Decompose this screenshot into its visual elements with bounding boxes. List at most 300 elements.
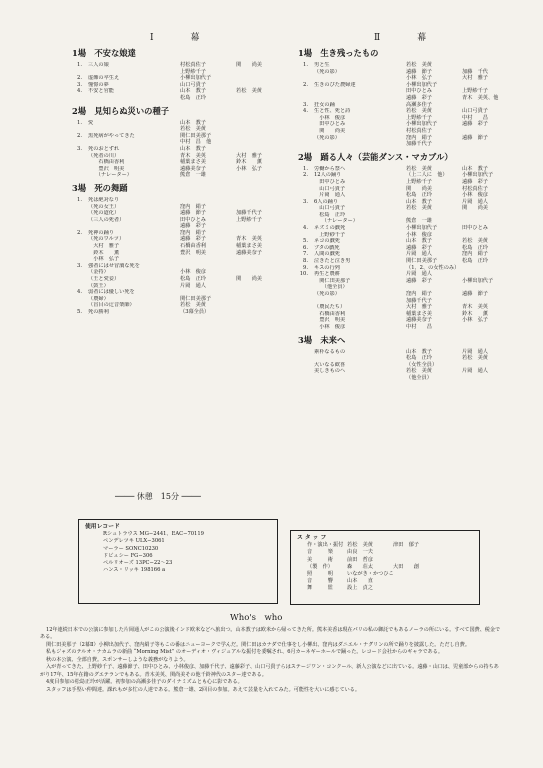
item-title: 12人の踊り (314, 172, 342, 179)
performer-name: 遠藤 節子 (180, 210, 206, 217)
performer-name: 片岡 通人 (406, 271, 432, 278)
whos-who-text (40, 627, 502, 694)
item-title: 大村 雅子 (88, 243, 120, 250)
performer-name: 稲葉まさ美 (406, 310, 432, 317)
item-number: 1. (303, 165, 308, 172)
item-number (294, 141, 308, 148)
item-number (68, 166, 82, 173)
cast-row (68, 166, 268, 173)
cast-row (294, 88, 509, 95)
performer-name (236, 309, 280, 316)
performer-name: 中村 昌 (462, 114, 488, 121)
performer-name (462, 141, 506, 148)
performer-name (462, 62, 506, 69)
performer-name: 中村 昌 (406, 323, 432, 330)
item-number (294, 69, 308, 76)
item-title: 豊沢 明美 (314, 317, 346, 324)
cast-row (294, 355, 509, 362)
item-title: 死は絶対なり (88, 196, 120, 203)
performer-name (236, 223, 280, 230)
item-title: （死の女王） (88, 203, 120, 210)
performer-name: 遠藤 彩子 (180, 223, 206, 230)
scene-title: 1場 不安な娘達 (72, 48, 136, 58)
performer-name (462, 271, 506, 278)
cast-row (68, 95, 268, 102)
performer-name: 遠藤 彩子 (462, 121, 488, 128)
item-title: 片岡 通人 (314, 192, 346, 199)
cast-row (68, 296, 268, 303)
cast-row (294, 128, 509, 135)
performer-name: 松島 正玲 (180, 94, 206, 101)
performer-name: 小林 俊彦 (180, 269, 206, 276)
performer-name: 村松真佐子 (462, 185, 488, 192)
item-number (294, 298, 308, 305)
cast-row (294, 205, 509, 212)
staff-name: いながき・かつひこ (347, 571, 394, 578)
cast-row (294, 225, 509, 232)
item-title: 生と性、死と詩 (314, 108, 351, 115)
item-title: ネコの戯死 (314, 238, 340, 245)
performer-name: 上野紗千子 (462, 88, 488, 95)
cast-row (68, 139, 268, 146)
item-title: 石橋由香利 (88, 159, 125, 166)
item-title: 死神の踊り (88, 229, 114, 236)
performer-name (236, 302, 280, 309)
item-number: 3. (77, 262, 82, 269)
performer-name: 遠藤 彩子 (180, 236, 206, 243)
item-title: （死者の川） (88, 152, 120, 159)
item-number (68, 283, 82, 290)
staff-role: 作・演出・振付 (307, 542, 344, 549)
performer-name (236, 69, 280, 76)
item-title: （農民たち） (314, 304, 346, 311)
performer-name: 関仁田美那子 (180, 132, 212, 139)
item-title: 山口弓貴子 (314, 185, 346, 192)
performer-name: 小林 弘子 (406, 75, 432, 82)
staff-role: 照 明 (307, 571, 333, 578)
item-number (294, 375, 308, 382)
performer-name: 松島 正玲 (180, 276, 206, 283)
record-line: ハンス・リッキ 198166 a (103, 567, 166, 574)
item-title: 三人の娘 (88, 62, 109, 68)
item-title: （鼓王） (88, 282, 109, 289)
performer-name: （女性全員） (406, 361, 438, 368)
performer-name: 稲葉まさ美 (236, 243, 262, 250)
item-number (294, 278, 308, 285)
whos-who-title: Who's who (230, 613, 283, 623)
cast-row (294, 192, 509, 199)
performer-name: 加藤千代子 (406, 297, 432, 304)
bio-paragraph: 関仁田美那子（2幕Ⅱ）小柳出加代子、窪内絹子等もこの番はニューヨークで学んだ。関仁田はカナダで仕事をし小柳出、窪内はダニエル・ナグリンの所で踊りを披露した。ただし自費。 (46, 641, 470, 648)
cast-row (68, 75, 268, 82)
item-title: （死の影） (314, 68, 340, 75)
performer-name: 遠藤 彩子 (406, 244, 432, 251)
cast-row (68, 62, 268, 69)
performer-name: 窪内 絹子 (180, 203, 206, 210)
item-number (68, 217, 82, 224)
item-title: 再生と農耕 (314, 271, 340, 278)
performer-name: （上二人に 他） (406, 172, 448, 179)
item-number (68, 159, 82, 166)
performer-name: 小柳出加代子 (406, 121, 438, 128)
staff-name: 若松 美黄 (347, 542, 373, 549)
performer-name: 若松 美黄 (406, 205, 432, 212)
item-number (68, 236, 82, 243)
performer-name: 片岡 通人 (406, 251, 432, 258)
performer-name (236, 256, 280, 263)
item-number: 10. (299, 271, 308, 278)
performer-name: 窪内 絹子 (406, 134, 432, 141)
performer-name: 若松 美黄 (180, 126, 206, 133)
item-number (68, 256, 82, 263)
scene-title: 2場 踊る人々（芸能ダンス・マカブル） (298, 151, 453, 162)
cast-row (68, 217, 268, 224)
performer-name: 青木 美英 (462, 304, 488, 311)
performer-name: 関 尚美 (406, 185, 432, 192)
performer-name: 小林 弘子 (462, 317, 488, 324)
item-title: 田中ひとみ (314, 121, 346, 128)
item-number: 1. (303, 62, 308, 68)
performer-name (462, 212, 506, 219)
cast-row (68, 197, 268, 204)
performer-name: 関仁田美那子 (180, 295, 212, 302)
cast-row (68, 172, 268, 179)
performer-name: 小柳出加代子 (462, 277, 494, 284)
item-number (68, 276, 82, 283)
performer-name (236, 133, 280, 140)
item-title: （死の影） (314, 134, 340, 141)
item-title: 人間の戯死 (314, 251, 340, 258)
scene-title: 1場 生き残ったもの (298, 48, 379, 58)
item-title: 素朴なるもの (314, 348, 346, 355)
cast-row (294, 141, 509, 148)
performer-name: 小林 俊彦 (462, 192, 488, 199)
item-number: 4. (77, 289, 82, 296)
item-number (294, 324, 308, 331)
item-number: 2. (303, 81, 308, 88)
bio-paragraph: スタッフは手堅い仲間達。課れもが多忙の人達である。熊倉一雄、2回目の参加。あえて芸量を入れてみた。可能性を大いに感じている。 (46, 686, 360, 693)
cast-row (68, 146, 268, 153)
performer-name: 山本 教子 (462, 165, 488, 172)
performer-name: 松島 正玲 (406, 192, 432, 199)
bio-paragraph: 秋の本公演、全部自費。スポンサーしような義務がなりよう。 (46, 656, 189, 663)
performer-name (236, 263, 280, 270)
performer-name (462, 265, 506, 272)
performer-name: 豊沢 明美 (180, 249, 206, 256)
staff-name: 大田 創 (393, 563, 419, 570)
performer-name: （1、2、の女性のみ） (406, 264, 460, 271)
item-number (294, 192, 308, 199)
cast-row (68, 243, 268, 250)
performer-name: 若松 美黄 (462, 238, 488, 245)
item-title (88, 126, 180, 133)
item-number (294, 128, 308, 135)
record-line: ペルリオーズ 13PC−22〜23 (103, 560, 173, 567)
performer-name: 熊倉 一雄 (406, 218, 432, 225)
act1-title: Ⅰ 幕 (150, 33, 214, 43)
performer-name: 窪内 絹子 (180, 229, 206, 236)
item-title: ネズミの戯死 (314, 225, 346, 232)
performer-name: 青木 美英 (236, 236, 262, 243)
item-title: 上野紗千子 (314, 231, 346, 238)
performer-name: （他全員） (406, 374, 432, 381)
item-number (68, 302, 82, 309)
staff-name: 前田 哲彦 (347, 556, 373, 563)
item-number: 3. (303, 101, 308, 108)
item-number (294, 232, 308, 239)
item-title: 小林 弘子 (88, 256, 120, 263)
performer-name (180, 197, 236, 204)
staff-row (307, 585, 473, 592)
item-title: 強者にはせ冒瀆な死を (88, 262, 140, 269)
item-title (314, 355, 406, 362)
item-title: 美しきものへ (314, 368, 346, 375)
performer-name: 小柳出加代子 (406, 225, 438, 232)
performer-name: 若松 美黄 (406, 108, 432, 115)
cast-row (294, 317, 509, 324)
item-title: 豊沢 明美 (88, 165, 125, 172)
item-title: 大いなる歓喜 (314, 361, 346, 368)
performer-name: 若松 美黄 (180, 302, 206, 309)
item-title: 死の勝利 (88, 309, 109, 315)
cast-row (68, 302, 268, 309)
staff-row (307, 557, 473, 564)
cast-row (294, 135, 509, 142)
item-title: （ナレーター） (88, 172, 132, 179)
item-title: （三人の死者） (88, 216, 125, 223)
item-title: 生きのびた農婦達 (314, 81, 356, 88)
item-title: （死の影） (314, 291, 340, 297)
item-title (314, 95, 406, 102)
item-title: キスの行列 (314, 264, 340, 271)
cast-row (68, 159, 268, 166)
item-title: （盲目の辻音楽師） (88, 302, 135, 309)
cast-row (294, 172, 509, 179)
performer-name: 窪内 絹子 (406, 291, 432, 297)
staff-box (290, 530, 480, 605)
performer-name: 青木 美英 (180, 152, 206, 159)
cast-row (294, 121, 509, 128)
scene-title: 3場 死の舞踊 (72, 182, 128, 193)
performer-name (180, 289, 236, 296)
performer-name (236, 172, 280, 179)
cast-row (68, 69, 268, 76)
performer-name: 山本 教子 (406, 348, 432, 355)
performer-name: 上野紗千子 (236, 216, 262, 223)
performer-name (236, 75, 280, 82)
act2-title: Ⅱ 幕 (374, 33, 441, 43)
performer-name: 上野紗千子 (406, 178, 432, 185)
item-title: 愛 (88, 119, 94, 126)
item-number: 7. (303, 251, 308, 258)
item-title: （死のワルツ） (88, 236, 125, 243)
performer-name: 鈴木 薫 (236, 159, 262, 166)
item-title: 鈴木 薫 (88, 249, 120, 256)
item-number (68, 210, 82, 217)
performer-name: 稲葉まさ美 (180, 159, 206, 166)
performer-name (236, 296, 280, 303)
records-list (85, 531, 271, 574)
performer-name: 山本 教子 (180, 88, 206, 95)
performer-name: 山口弓貴子 (462, 108, 488, 115)
staff-name: 山本 直 (347, 578, 373, 585)
item-number (294, 121, 308, 128)
staff-name: 設上 貞之 (347, 585, 373, 592)
item-title: 石橋由香利 (314, 310, 346, 317)
performer-name: 田中ひとみ (406, 88, 432, 95)
cast-row (294, 108, 509, 115)
item-title: 不安と官能 (88, 88, 114, 95)
cast-row (294, 304, 509, 311)
item-title: 関 尚美 (314, 127, 346, 134)
bio-paragraph: 12年連続日本での公演に参加した片岡通人がこの公演後インド欧米などへ旅出つ。山本教子は欧米から帰ってきた所。熊本美香は現在パリの私の御託でもあるノーラの所にいる。すべて国費、税金である。 (40, 627, 501, 641)
item-title: 小林 俊彦 (314, 114, 346, 121)
item-number: 4. (77, 88, 82, 95)
performer-name: 小林 俊彦 (406, 231, 432, 238)
item-title (314, 88, 406, 95)
cast-row (68, 256, 268, 263)
performer-name (462, 375, 506, 382)
item-number (294, 291, 308, 298)
performer-name (462, 324, 506, 331)
cast-row (294, 368, 509, 375)
staff-role: （製 作） (307, 563, 333, 570)
cast-row (68, 126, 268, 133)
performer-name (236, 120, 280, 127)
cast-row (294, 75, 509, 82)
item-number: 3. (303, 198, 308, 205)
performer-name: 松島 正玲 (462, 258, 488, 265)
item-number (68, 139, 82, 146)
item-number: 5. (77, 309, 82, 315)
performer-name: 上野紗千子 (180, 68, 206, 75)
scene-title: 2場 見知らぬ災いの種子 (72, 105, 170, 116)
performer-name: 山本 教子 (180, 119, 206, 126)
staff-role: 美 術 (307, 556, 333, 563)
item-number (294, 135, 308, 142)
item-number (294, 355, 308, 362)
performer-name: 遠藤美奈子 (236, 249, 262, 256)
item-number: 1. (77, 196, 82, 203)
item-title: 男と生 (314, 62, 330, 68)
performer-name: 小林 弘子 (236, 165, 262, 172)
item-title: 6人の踊り (314, 198, 339, 205)
performer-name: （3幕全員） (180, 309, 210, 315)
cast-row (68, 210, 268, 217)
cast-row (68, 250, 268, 257)
performer-name: 田中ひとみ (180, 216, 206, 223)
item-title: （王と愛妾） (88, 276, 120, 283)
cast-row (68, 133, 268, 140)
cast-row (68, 263, 268, 270)
item-number: 1. (77, 119, 82, 126)
cast-row (294, 238, 509, 245)
item-number (294, 95, 308, 102)
item-number: 1. (77, 62, 82, 68)
performer-name: 田中ひとみ (462, 225, 488, 232)
performer-name (236, 95, 280, 102)
item-number (68, 172, 82, 179)
records-box (78, 519, 278, 604)
item-number (294, 317, 308, 324)
performer-name (236, 146, 280, 153)
performer-name: 青木 美英、他 (462, 94, 499, 101)
item-title: 憧憬の夢 (88, 81, 109, 88)
performer-name: 若松 美黄 (406, 368, 432, 375)
item-title (88, 95, 180, 102)
item-number: 3. (77, 81, 82, 88)
performer-name: 小柳出加代子 (180, 75, 212, 82)
item-title: 黒死病がやってきた (88, 132, 135, 139)
item-number (294, 311, 308, 318)
performer-name: 大村 雅子 (236, 152, 262, 159)
performer-name: 遠藤 節子 (462, 291, 488, 297)
performer-name: 関 尚美 (236, 276, 262, 283)
performer-name: 松島 正玲 (462, 244, 488, 251)
cast-row (68, 223, 268, 230)
item-title (88, 223, 180, 230)
staff-row (307, 549, 473, 556)
item-number: 6. (303, 244, 308, 251)
cast-row (294, 271, 509, 278)
bio-paragraph: 私もジャズのテルオ・ナカムラの新曲 “Morning Mist” のオーディオ・ヴィジュアルな振付を委嘱され、6月カーネギーホールで踊った。レコード会社からのギャラである。 (46, 649, 443, 656)
performer-name: 遠藤 彩子 (406, 94, 432, 101)
cast-row (294, 179, 509, 186)
item-number (68, 69, 82, 76)
item-number (294, 75, 308, 82)
performer-name (180, 256, 236, 263)
staff-role: 舞 監 (307, 585, 333, 592)
item-number (294, 368, 308, 375)
item-number (294, 88, 308, 95)
performer-name: 若松 美黄 (462, 355, 488, 362)
item-title (314, 75, 406, 82)
item-number (294, 218, 308, 225)
item-number (294, 304, 308, 311)
item-number (294, 362, 308, 369)
item-number (68, 95, 82, 102)
performer-name: 加藤千代子 (406, 141, 432, 148)
item-number: 4. (303, 225, 308, 232)
performer-name: 中村 昌 他 (180, 139, 212, 146)
cast-row (294, 324, 509, 331)
cast-row (294, 291, 509, 298)
performer-name: 関 尚美 (462, 205, 488, 212)
record-line: マーラー SONC10230 (103, 545, 159, 552)
item-number: 4. (303, 108, 308, 115)
performer-name: 片岡 通人 (462, 198, 488, 205)
record-line: ドビュシー FG−306 (103, 552, 153, 559)
bio-paragraph: 入が青ってきた、上野紗千子、遠藤節子、田中ひとみ、小林俊彦、加藤千代子、遠藤彩子、山口弓貴子らはステージワン・コンクール、新人公演などに出ている。遠藤・山口は、児童部からの持ちあがり17年、15年在籍のグエテランでもある。青木美英、関尚美その他千鈴神代のスター達である。 (40, 664, 499, 678)
item-title: 狂女の踊 (314, 101, 335, 108)
performer-name (236, 283, 280, 290)
performer-name: 加藤千代子 (236, 210, 262, 217)
item-title: 山口弓貴子 (314, 205, 346, 212)
performer-name: 村松真佐子 (406, 127, 432, 134)
performer-name: 関仁田美那子 (406, 258, 438, 265)
item-number: 3. (77, 145, 82, 152)
item-number (68, 126, 82, 133)
performer-name (236, 139, 280, 146)
cast-row (68, 309, 268, 316)
cast-row (68, 88, 268, 95)
performer-name: 片岡 通人 (180, 282, 206, 289)
performer-name: 若松 美黄 (406, 62, 432, 68)
item-number (294, 205, 308, 212)
item-number: 5. (303, 238, 308, 245)
item-title: 弱者には優しい死を (88, 289, 135, 296)
item-title: 小林 俊彦 (314, 323, 346, 330)
